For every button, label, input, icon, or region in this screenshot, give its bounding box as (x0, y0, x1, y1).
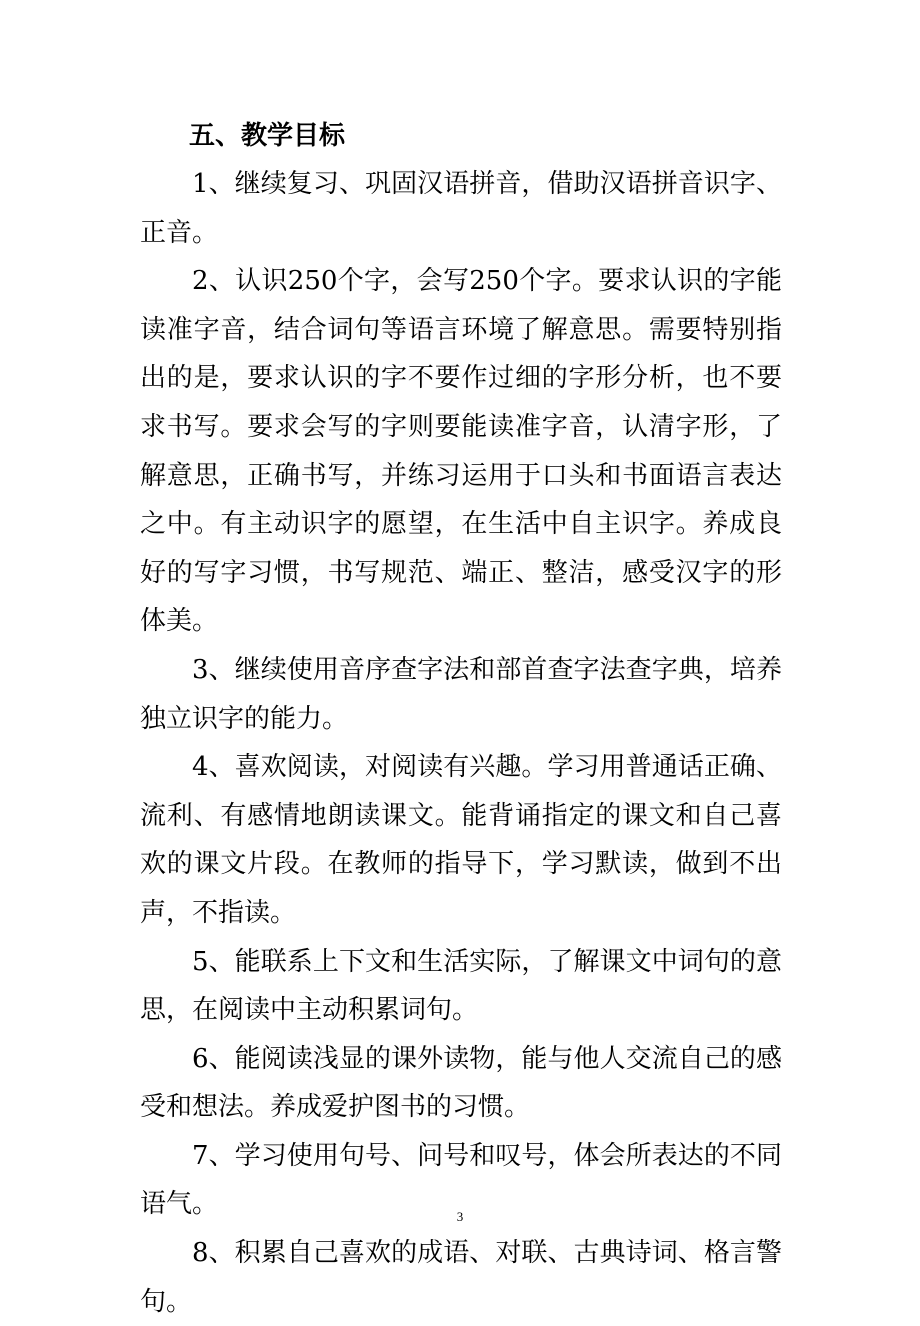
objective-item-1: 1、继续复习、巩固汉语拼音，借助汉语拼音识字、正音。 (140, 169, 782, 248)
objective-item-7: 7、学习使用句号、问号和叹号，体会所表达的不同语气。 (140, 1140, 782, 1220)
objective-item-2: 2、认识250个字，会写250个字。要求认识的字能读准字音，结合词句等语言环境了解意思。需要特别指出的是，要求认识的字不要作过细的字形分析，也不要求书写。要求会写的字则要能读准字音，认清字形，了解意思，正确书写，并练习运用于口头和书面语言表达之中。有主动识字的愿望，在生活中自主识字。养成良好的写字习惯，书写规范、端正、整洁，感受汉字的形体美。 (140, 266, 782, 637)
objective-item-3: 3、继续使用音序查字法和部首查字法查字典，培养独立识字的能力。 (140, 654, 782, 734)
objective-item-8: 8、积累自己喜欢的成语、对联、古典诗词、格言警句。 (140, 1238, 782, 1317)
objective-item-6: 6、能阅读浅显的课外读物，能与他人交流自己的感受和想法。养成爱护图书的习惯。 (140, 1043, 782, 1123)
section-heading: 五、教学目标 (189, 121, 346, 151)
page-content (140, 112, 782, 1326)
objective-item-5: 5、能联系上下文和生活实际，了解课文中词句的意思，在阅读中主动积累词句。 (140, 946, 782, 1026)
objective-item-4: 4、喜欢阅读，对阅读有兴趣。学习用普通话正确、流利、有感情地朗读课文。能背诵指定的课文和自己喜欢的课文片段。在教师的指导下，学习默读，做到不出声，不指读。 (140, 752, 782, 928)
page-number: 3 (456, 1209, 464, 1224)
